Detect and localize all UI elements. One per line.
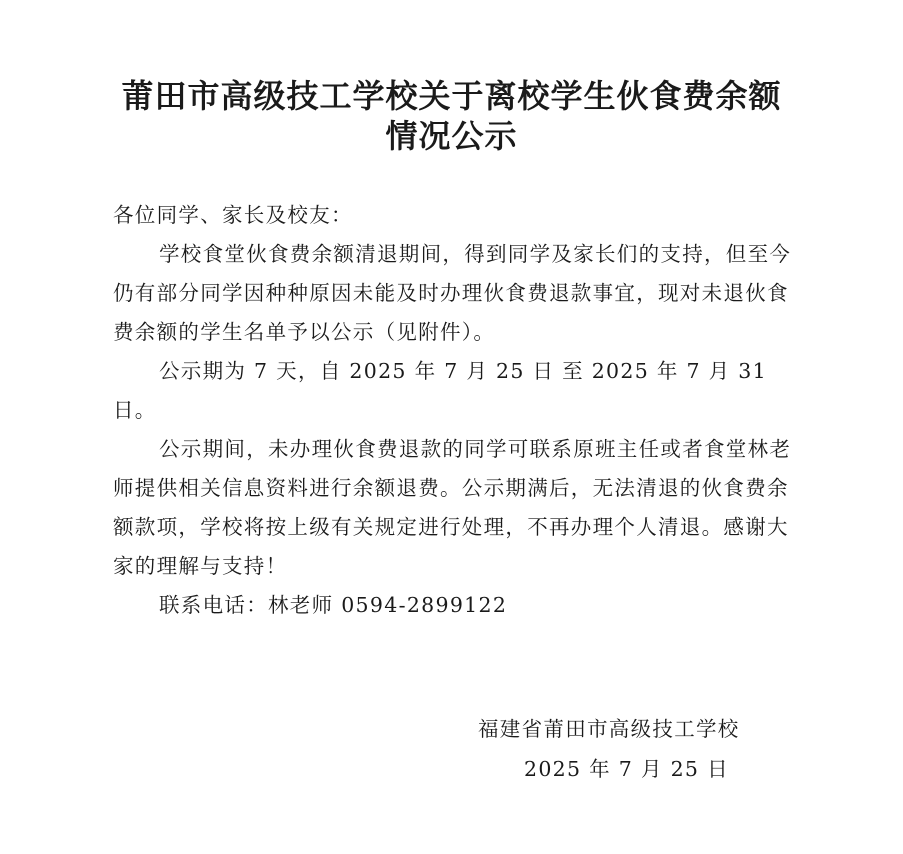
notice-title-line1: 莆田市高级技工学校关于离校学生伙食费余额: [121, 77, 782, 115]
paragraph-refund-period: 学校食堂伙食费余额清退期间，得到同学及家长们的支持，但至今仍有部分同学因种种原因未能及时办理伙食费退款事宜，现对未退伙食费余额的学生名单予以公示（见附件）。: [113, 242, 792, 344]
notice-title-line2: 情况公示: [385, 117, 518, 155]
salutation: 各位同学、家长及校友：: [113, 203, 353, 227]
paragraph-refund-instructions: 公示期间，未办理伙食费退款的同学可联系原班主任或者食堂林老师提供相关信息资料进行余额退费。公示期满后，无法清退的伙食费余额款项，学校将按上级有关规定进行处理，不再办理个人清退。感谢大家的理解与支持！: [113, 437, 792, 578]
signature-date: 2025 年 7 月 25 日: [524, 757, 729, 781]
paragraph-contact-phone: 联系电话：林老师 0594-2899122: [159, 593, 508, 617]
notice-body: [113, 196, 803, 625]
paragraph-publicity-period: 公示期为 7 天，自 2025 年 7 月 25 日 至 2025 年 7 月 31 日。: [113, 359, 767, 422]
signature-organization: 福建省莆田市高级技工学校: [478, 717, 740, 741]
